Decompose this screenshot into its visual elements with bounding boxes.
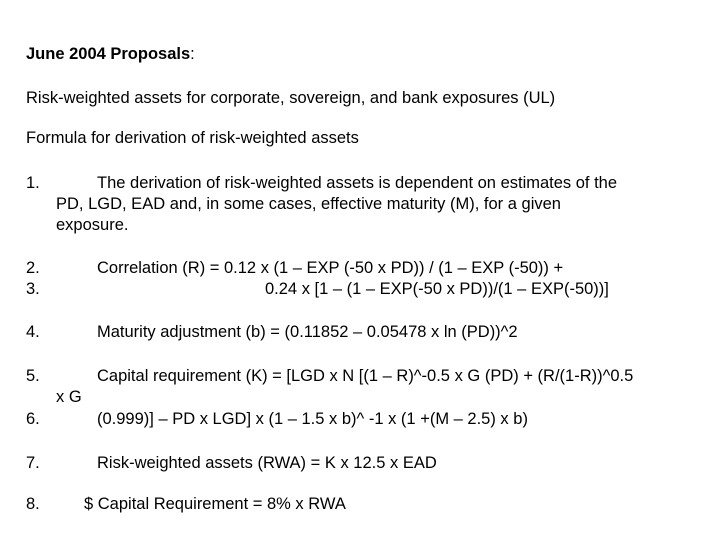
item-1-line-1: The derivation of risk-weighted assets is dependent on estimates of the bbox=[97, 174, 618, 192]
item-number-8: 8. bbox=[26, 495, 40, 513]
title-colon: : bbox=[190, 45, 195, 63]
item-number-1: 1. bbox=[26, 174, 40, 192]
item-number-6: 6. bbox=[26, 410, 40, 428]
item-4-text: Maturity adjustment (b) = (0.11852 – 0.05478 x ln (PD))^2 bbox=[97, 323, 518, 341]
item-8-text: $ Capital Requirement = 8% x RWA bbox=[84, 495, 346, 513]
title-bold: June 2004 Proposals bbox=[26, 45, 191, 63]
title bbox=[26, 44, 195, 64]
item-1-line-2: PD, LGD, EAD and, in some cases, effective maturity (M), for a given bbox=[56, 195, 561, 213]
item-1-line-3: exposure. bbox=[56, 216, 129, 234]
item-5-text: Capital requirement (K) = [LGD x N [(1 – R)^-0.5 x G (PD) + (R/(1-R))^0.5 bbox=[97, 367, 634, 385]
item-number-5: 5. bbox=[26, 367, 40, 385]
item-number-3: 3. bbox=[26, 280, 40, 298]
item-7-text: Risk-weighted assets (RWA) = K x 12.5 x EAD bbox=[97, 454, 437, 472]
item-5-continuation: x G bbox=[56, 388, 82, 406]
item-number-2: 2. bbox=[26, 259, 40, 277]
item-2-text: Correlation (R) = 0.12 x (1 – EXP (-50 x PD)) / (1 – EXP (-50)) + bbox=[97, 259, 564, 277]
item-6-text: (0.999)] – PD x LGD] x (1 – 1.5 x b)^ -1 x (1 +(M – 2.5) x b) bbox=[97, 410, 528, 428]
section-heading: Formula for derivation of risk-weighted assets bbox=[26, 129, 359, 147]
item-3-text: 0.24 x [1 – (1 – EXP(-50 x PD))/(1 – EXP(-50))] bbox=[265, 280, 609, 298]
subtitle: Risk-weighted assets for corporate, sovereign, and bank exposures (UL) bbox=[26, 89, 556, 107]
item-number-4: 4. bbox=[26, 323, 40, 341]
item-number-7: 7. bbox=[26, 454, 40, 472]
